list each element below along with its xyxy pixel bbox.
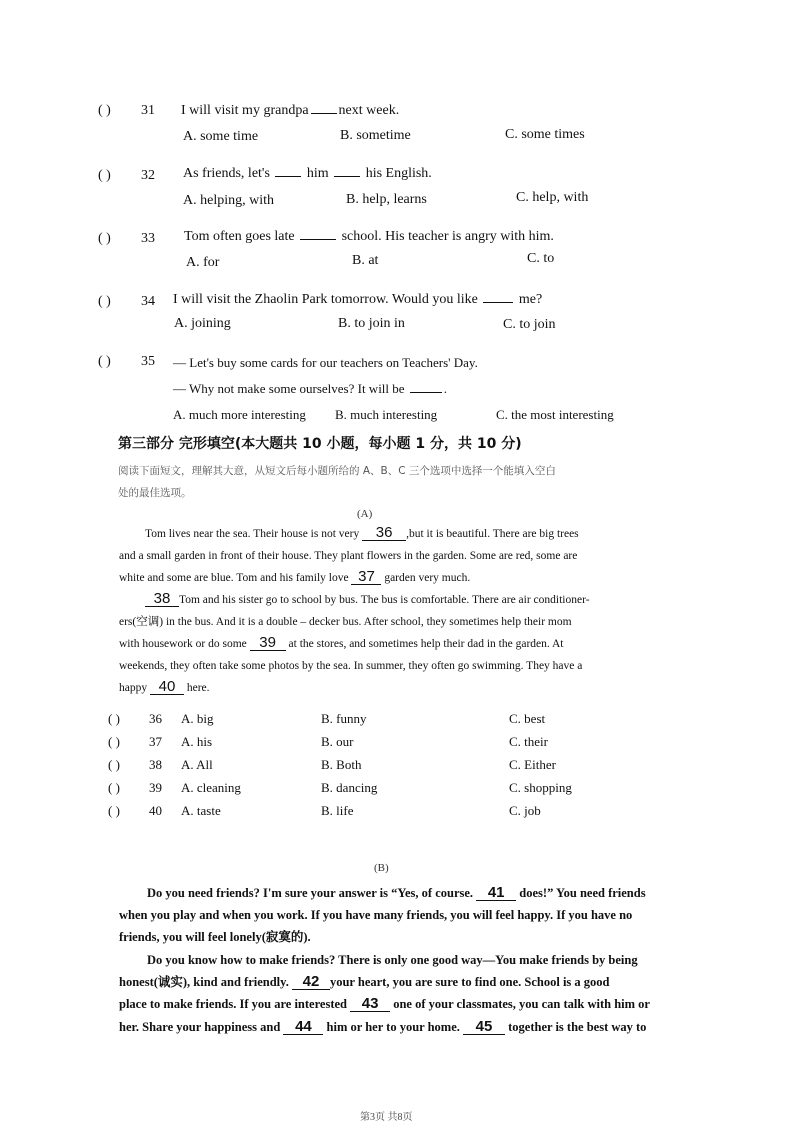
dialogue-line-2: — Why not make some ourselves? It will be . <box>173 381 448 396</box>
option-b: B. sometime <box>340 128 411 143</box>
option-c: C. Either <box>509 757 556 772</box>
blank-number: 37 <box>351 570 381 585</box>
question-number: 34 <box>141 294 155 309</box>
option-b: B. Both <box>321 757 362 772</box>
question-number: 32 <box>141 168 155 183</box>
page-footer: 第3页 共8页 <box>360 1112 413 1123</box>
blank-number: 38 <box>145 592 179 607</box>
option-b: B. help, learns <box>346 192 427 207</box>
answer-paren: ( ) <box>108 734 120 749</box>
option-a: A. cleaning <box>181 780 241 795</box>
option-a: A. some time <box>183 129 259 144</box>
question-stem: Tom often goes late school. His teacher is angry with him. <box>184 229 554 244</box>
option-c: C. help, with <box>516 190 589 205</box>
option-b: B. to join in <box>338 316 405 331</box>
option-c: C. their <box>509 734 548 749</box>
answer-paren: ( ) <box>98 354 111 369</box>
option-a: A. helping, with <box>183 193 274 208</box>
option-c: C. to <box>527 251 555 266</box>
question-number: 31 <box>141 103 155 118</box>
option-a: A. his <box>181 734 213 749</box>
answer-blank <box>334 166 360 177</box>
option-c: C. to join <box>503 317 556 332</box>
blank-number: 36 <box>362 526 406 541</box>
passage-line: ers(空调) in the bus. And it is a double – decker bus. After school, they sometimes help their mom <box>119 616 572 628</box>
blank-number: 39 <box>250 636 286 651</box>
question-stem: I will visit the Zhaolin Park tomorrow. Would you like me? <box>173 292 543 307</box>
passage-line: happy 40 here. <box>119 678 210 695</box>
answer-paren: ( ) <box>108 803 120 818</box>
blank-number: 40 <box>150 680 184 695</box>
section-instructions-cont: 处的最佳选项。 <box>118 487 192 499</box>
option-a: A. taste <box>181 803 221 818</box>
option-a: A. joining <box>174 316 231 331</box>
section-title: 第三部分 完形填空(本大题共 10 小题，每小题 1 分，共 10 分) <box>118 436 522 452</box>
passage-line: friends, you will feel lonely(寂寞的). <box>119 930 311 944</box>
answer-blank <box>410 382 442 393</box>
answer-paren: ( ) <box>108 780 120 795</box>
option-b: B. at <box>352 253 379 268</box>
option-a: A. much more interesting <box>173 407 306 422</box>
option-c: C. some times <box>505 127 585 142</box>
option-b: B. dancing <box>321 780 378 795</box>
passage-line: white and some are blue. Tom and his family love 37 garden very much. <box>119 568 471 585</box>
question-stem: I will visit my grandpa next week. <box>181 103 400 118</box>
option-b: B. life <box>321 803 354 818</box>
question-number: 35 <box>141 354 155 369</box>
answer-blank <box>300 229 336 240</box>
answer-blank <box>483 292 513 303</box>
passage-line: Do you know how to make friends? There is only one good way—You make friends by being <box>147 953 638 967</box>
passage-line: when you play and when you work. If you have many friends, you will feel happy. If you have no <box>119 908 633 922</box>
option-c: C. best <box>509 711 546 726</box>
option-c: C. job <box>509 803 541 818</box>
answer-paren: ( ) <box>98 231 111 246</box>
question-number: 36 <box>149 711 162 726</box>
question-stem: As friends, let's him his English. <box>183 166 432 181</box>
section-instructions: 阅读下面短文，理解其大意，从短文后每小题所给的 A、B、C 三个选项中选择一个能填入空白 <box>118 465 556 477</box>
answer-blank <box>275 166 301 177</box>
answer-paren: ( ) <box>98 168 111 183</box>
option-c: C. shopping <box>509 780 572 795</box>
passage-label: (A) <box>357 508 373 520</box>
answer-blank <box>311 103 337 114</box>
passage-line: and a small garden in front of their house. They plant flowers in the garden. Some are red, some are <box>119 550 578 562</box>
answer-paren: ( ) <box>98 103 111 118</box>
passage-line: Tom lives near the sea. Their house is not very 36 ,but it is beautiful. There are big trees <box>145 524 579 541</box>
blank-number: 43 <box>350 997 390 1012</box>
blank-number: 44 <box>283 1020 323 1035</box>
blank-number: 41 <box>476 886 516 901</box>
option-b: B. funny <box>321 711 367 726</box>
option-b: B. much interesting <box>335 407 438 422</box>
passage-line: with housework or do some 39 at the stores, and sometimes help their dad in the garden. At <box>119 634 564 651</box>
answer-paren: ( ) <box>98 294 111 309</box>
blank-number: 42 <box>292 975 330 990</box>
answer-paren: ( ) <box>108 711 120 726</box>
passage-line: her. Share your happiness and 44 him or her to your home. 45 together is the best way to <box>119 1018 647 1035</box>
blank-number: 45 <box>463 1020 505 1035</box>
passage-line: place to make friends. If you are interested 43 one of your classmates, you can talk with him or <box>119 995 650 1012</box>
question-number: 40 <box>149 803 162 818</box>
answer-paren: ( ) <box>108 757 120 772</box>
option-a: A. All <box>181 757 213 772</box>
passage-line: honest(诚实), kind and friendly. 42 your heart, you are sure to find one. School is a good <box>119 973 610 990</box>
question-number: 38 <box>149 757 162 772</box>
question-number: 37 <box>149 734 162 749</box>
option-a: A. for <box>186 255 220 270</box>
option-b: B. our <box>321 734 354 749</box>
option-a: A. big <box>181 711 214 726</box>
question-number: 33 <box>141 231 155 246</box>
dialogue-line-1: — Let's buy some cards for our teachers on Teachers' Day. <box>173 355 478 370</box>
question-number: 39 <box>149 780 162 795</box>
passage-line: Do you need friends? I'm sure your answer is “Yes, of course. 41 does!” You need friends <box>147 884 646 901</box>
passage-label: (B) <box>374 862 389 874</box>
passage-line: 38 Tom and his sister go to school by bus. The bus is comfortable. There are air conditioner- <box>145 589 590 611</box>
option-c: C. the most interesting <box>496 407 614 422</box>
passage-line: weekends, they often take some photos by the sea. In summer, they often go swimming. They have a <box>119 660 583 672</box>
